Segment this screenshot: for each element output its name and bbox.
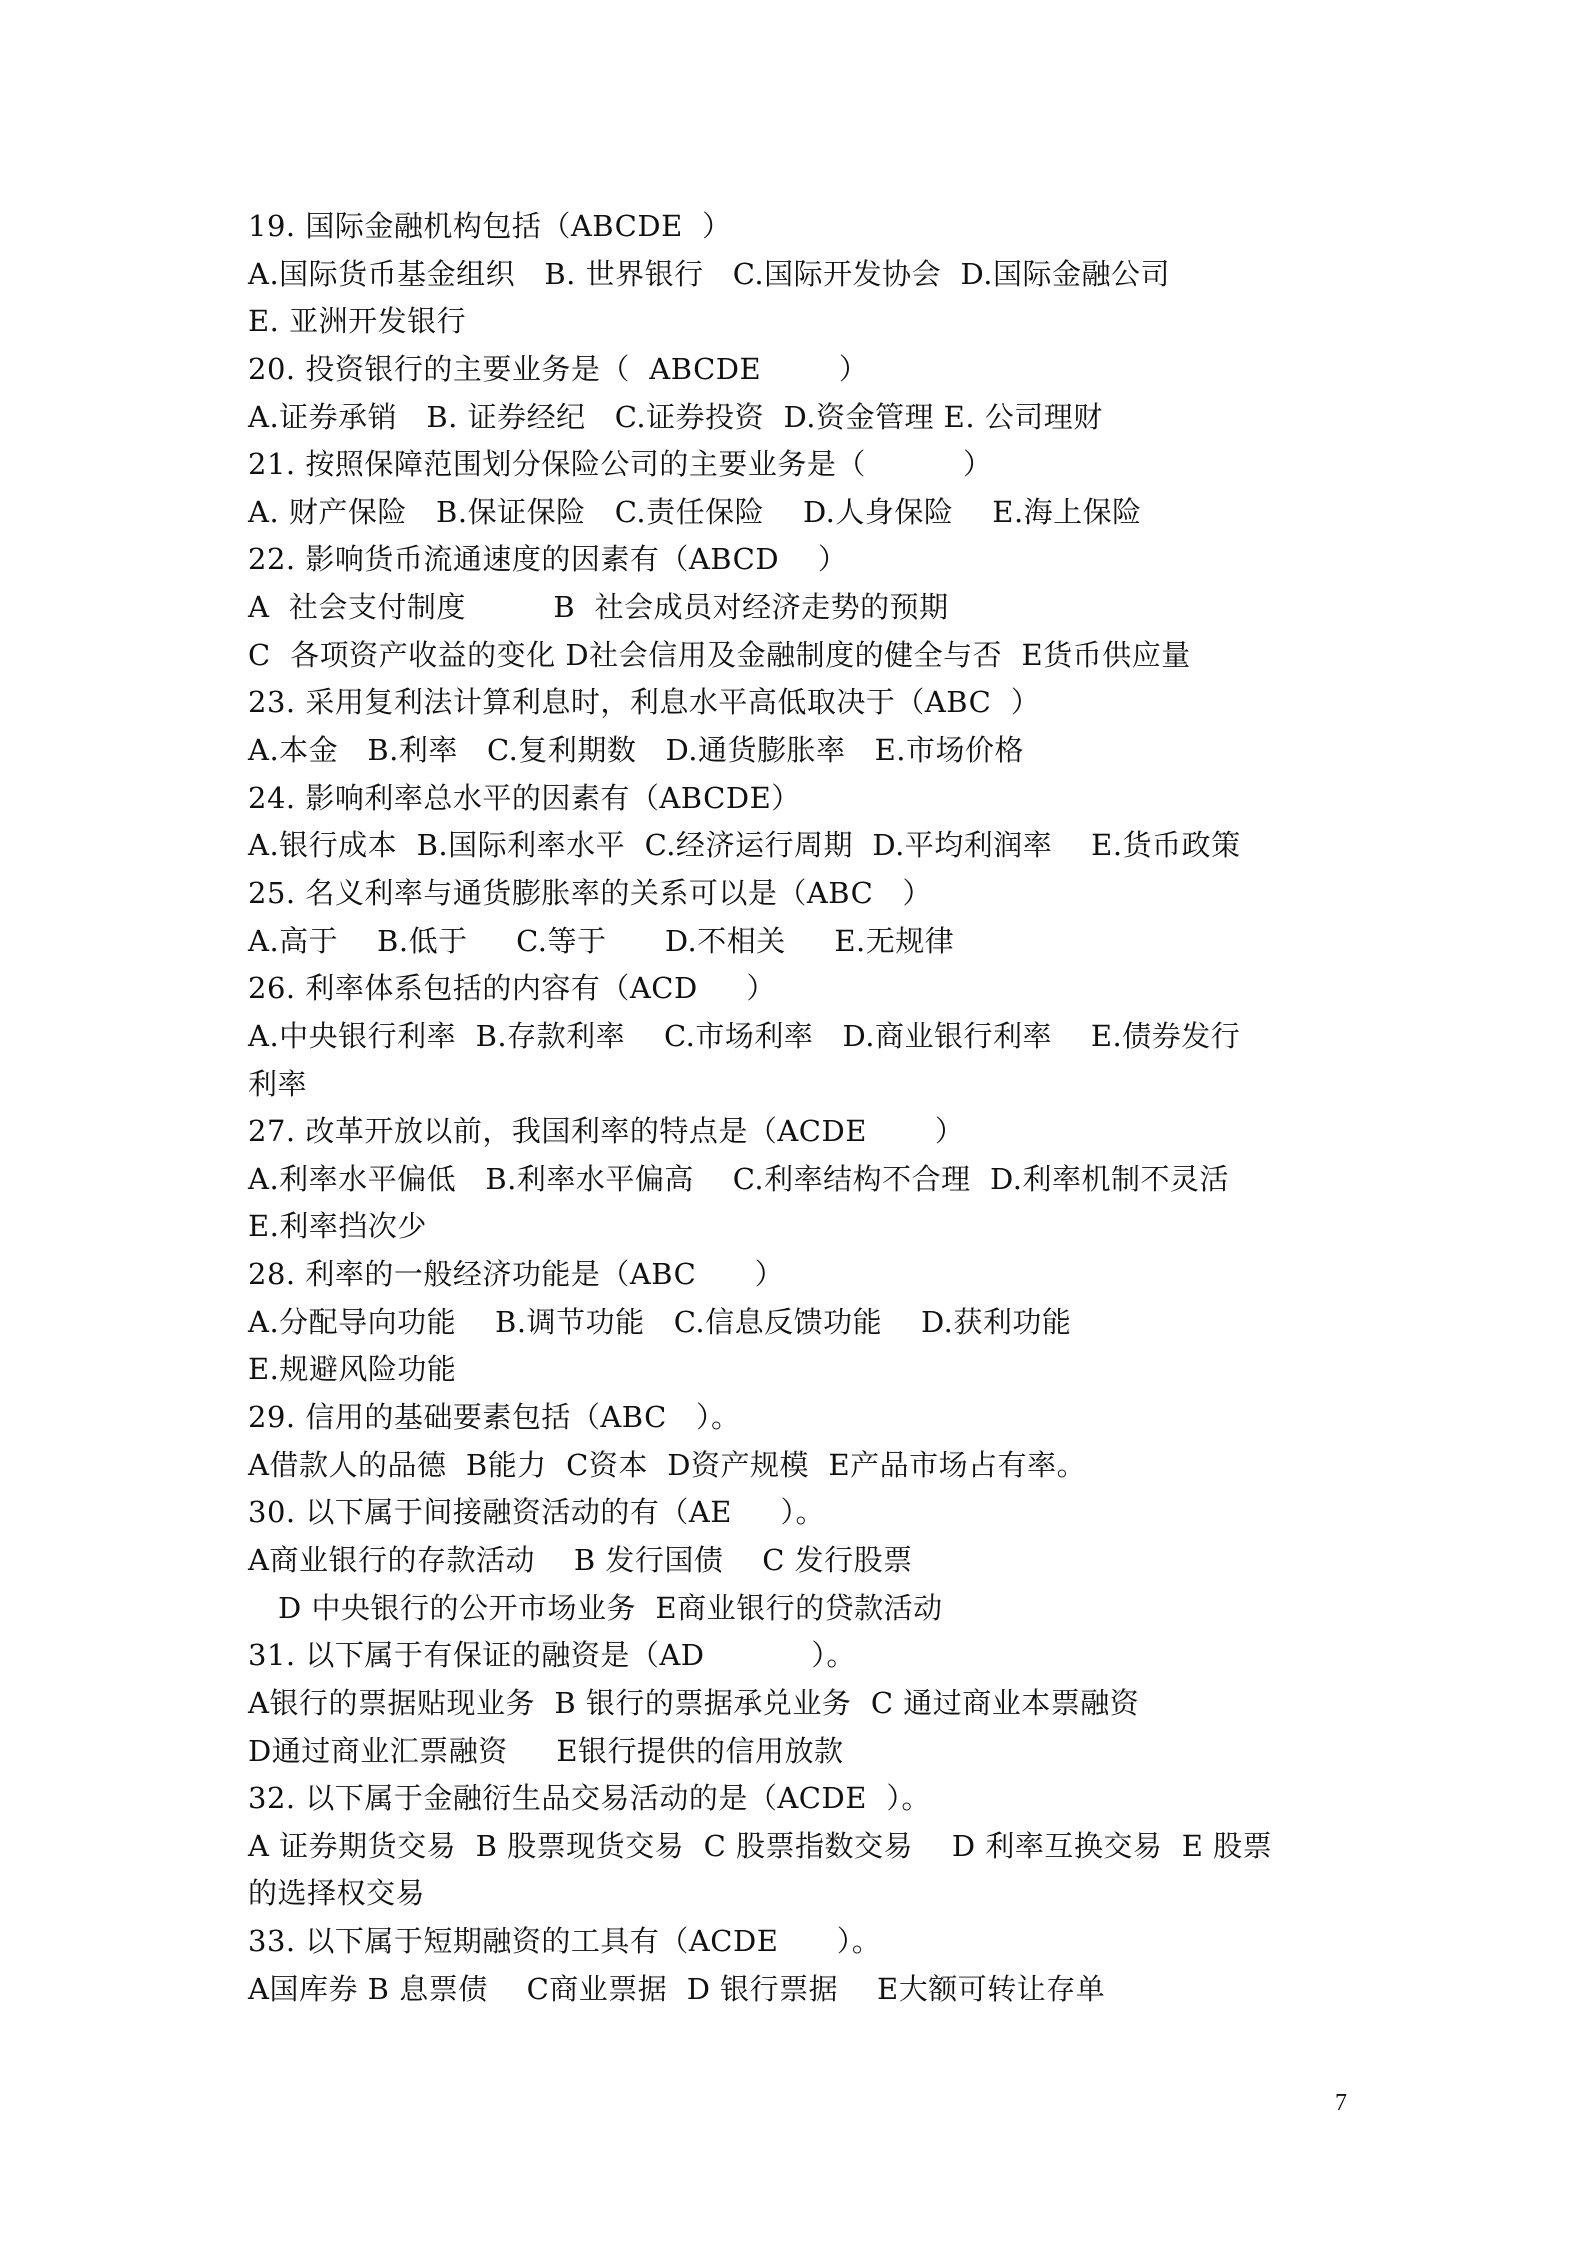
question-24-options: A.银行成本 B.国际利率水平 C.经济运行周期 D.平均利润率 E.货币政策	[248, 828, 1241, 863]
question-33-options: A国库券 B 息票债 C商业票据 D 银行票据 E大额可转让存单	[248, 1971, 1106, 2006]
question-22: 22. 影响货币流通速度的因素有（ABCD ）	[248, 542, 848, 577]
question-30-options-cont: D 中央银行的公开市场业务 E商业银行的贷款活动	[278, 1590, 943, 1625]
question-27: 27. 改革开放以前，我国利率的特点是（ACDE ）	[248, 1114, 965, 1149]
question-25-options: A.高于 B.低于 C.等于 D.不相关 E.无规律	[248, 923, 955, 958]
question-26-options: A.中央银行利率 B.存款利率 C.市场利率 D.商业银行利率 E.债券发行	[248, 1018, 1241, 1053]
question-29: 29. 信用的基础要素包括（ABC ）。	[248, 1400, 741, 1435]
question-21-options: A. 财产保险 B.保证保险 C.责任保险 D.人身保险 E.海上保险	[248, 494, 1142, 529]
question-32-options-cont: 的选择权交易	[248, 1876, 426, 1911]
question-23: 23. 采用复利法计算利息时，利息水平高低取决于（ABC ）	[248, 685, 1041, 720]
question-23-options: A.本金 B.利率 C.复利期数 D.通货膨胀率 E.市场价格	[248, 733, 1025, 768]
question-20: 20. 投资银行的主要业务是（ ABCDE ）	[248, 351, 869, 386]
question-32: 32. 以下属于金融衍生品交易活动的是（ACDE ）。	[248, 1781, 931, 1816]
question-30: 30. 以下属于间接融资活动的有（AE ）。	[248, 1495, 826, 1530]
page-number: 7	[1335, 2090, 1347, 2116]
question-19-options: A.国际货币基金组织 B. 世界银行 C.国际开发协会 D.国际金融公司	[248, 256, 1170, 291]
question-28: 28. 利率的一般经济功能是（ABC ）	[248, 1257, 785, 1292]
question-31: 31. 以下属于有保证的融资是（AD ）。	[248, 1638, 856, 1673]
question-19-options-cont: E. 亚洲开发银行	[248, 304, 467, 339]
question-32-options: A 证券期货交易 B 股票现货交易 C 股票指数交易 D 利率互换交易 E 股票	[248, 1828, 1273, 1863]
question-31-options: A银行的票据贴现业务 B 银行的票据承兑业务 C 通过商业本票融资	[248, 1685, 1140, 1720]
question-31-options-cont: D通过商业汇票融资 E银行提供的信用放款	[248, 1733, 844, 1768]
question-25: 25. 名义利率与通货膨胀率的关系可以是（ABC ）	[248, 875, 932, 910]
question-26: 26. 利率体系包括的内容有（ACD ）	[248, 971, 776, 1006]
question-29-options: A借款人的品德 B能力 C资本 D资产规模 E产品市场占有率。	[248, 1447, 1087, 1482]
question-28-options-cont: E.规避风险功能	[248, 1352, 457, 1387]
question-20-options: A.证券承销 B. 证券经纪 C.证券投资 D.资金管理 E. 公司理财	[248, 399, 1103, 434]
question-30-options: A商业银行的存款活动 B 发行国债 C 发行股票	[248, 1542, 913, 1577]
question-19: 19. 国际金融机构包括（ABCDE ）	[248, 209, 732, 243]
question-28-options: A.分配导向功能 B.调节功能 C.信息反馈功能 D.获利功能	[248, 1304, 1072, 1339]
question-33: 33. 以下属于短期融资的工具有（ACDE ）。	[248, 1924, 882, 1959]
question-22-options: A 社会支付制度 B 社会成员对经济走势的预期	[248, 590, 949, 625]
question-22-options-cont: C 各项资产收益的变化 D社会信用及金融制度的健全与否 E货币供应量	[248, 637, 1191, 672]
question-24: 24. 影响利率总水平的因素有（ABCDE）	[248, 780, 801, 815]
question-26-options-cont: 利率	[248, 1066, 308, 1101]
question-21: 21. 按照保障范围划分保险公司的主要业务是（ ）	[248, 447, 993, 482]
question-list	[248, 203, 1368, 2013]
question-27-options-cont: E.利率挡次少	[248, 1209, 427, 1244]
question-27-options: A.利率水平偏低 B.利率水平偏高 C.利率结构不合理 D.利率机制不灵活	[248, 1161, 1229, 1196]
